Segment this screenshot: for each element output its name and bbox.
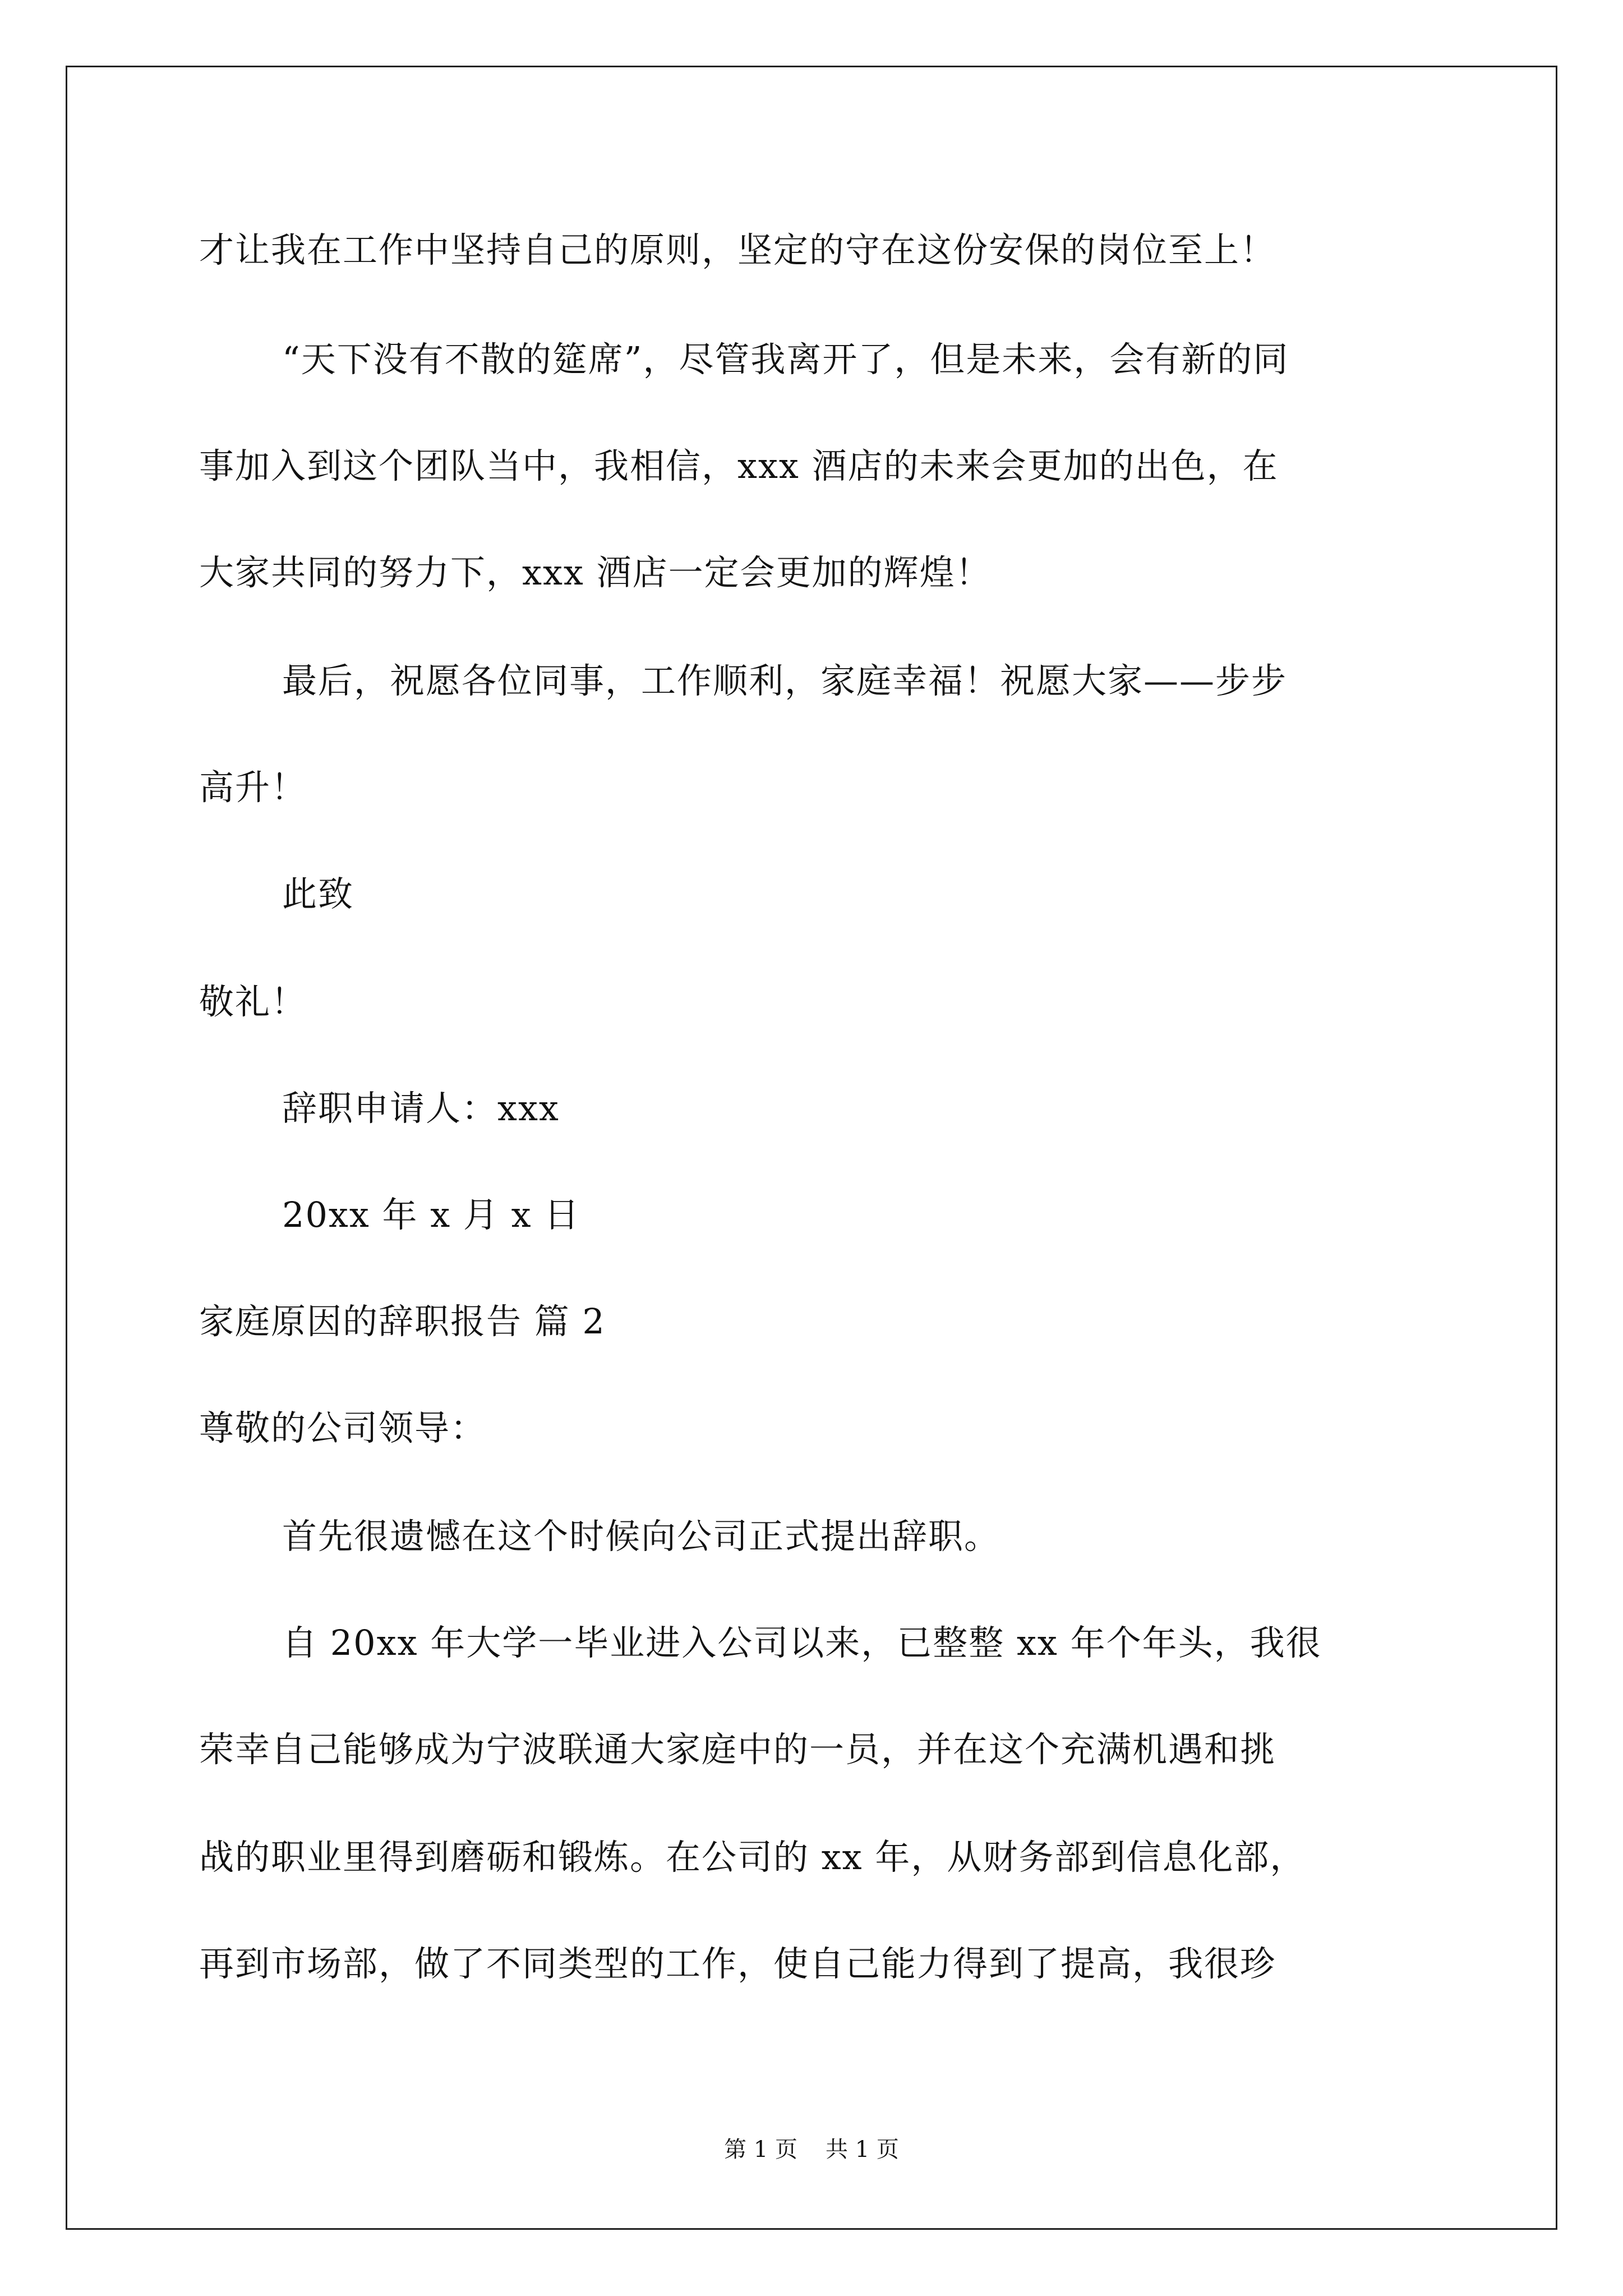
closing-regards: 敬礼！	[199, 981, 307, 1022]
section-heading: 家庭原因的辞职报告 篇 2	[199, 1301, 606, 1342]
page-total: 共 1 页	[826, 2137, 899, 2162]
text-line: 首先很遗憾在这个时候向公司正式提出辞职。	[282, 1516, 1000, 1557]
page-footer	[0, 2138, 1623, 2161]
text-line: 才让我在工作中坚持自己的原则，坚定的守在这份安保的岗位至上！	[199, 229, 1276, 270]
page-border	[66, 66, 1557, 2230]
text-line: 事加入到这个团队当中，我相信，xxx 酒店的未来会更加的出色，在	[199, 445, 1279, 486]
text-line: 再到市场部，做了不同类型的工作，使自己能力得到了提高，我很珍	[199, 1943, 1276, 1984]
signature-line: 辞职申请人：xxx	[282, 1088, 560, 1129]
text-line: 荣幸自己能够成为宁波联通大家庭中的一员，并在这个充满机遇和挑	[199, 1729, 1276, 1770]
text-line: 战的职业里得到磨砺和锻炼。在公司的 xx 年，从财务部到信息化部，	[199, 1837, 1306, 1878]
page-number: 第 1 页	[724, 2137, 797, 2162]
text-line: 自 20xx 年大学一毕业进入公司以来，已整整 xx 年个年头，我很	[282, 1622, 1322, 1663]
text-line: “天下没有不散的筵席”，尽管我离开了，但是未来，会有新的同	[282, 339, 1289, 380]
text-line: 大家共同的努力下，xxx 酒店一定会更加的辉煌！	[199, 552, 992, 593]
date-line: 20xx 年 x 月 x 日	[282, 1194, 580, 1235]
greeting: 尊敬的公司领导：	[199, 1407, 487, 1448]
closing-salutation: 此致	[282, 873, 354, 914]
text-line: 高升！	[199, 767, 307, 808]
text-line: 最后，祝愿各位同事，工作顺利，家庭幸福！祝愿大家——步步	[282, 660, 1288, 701]
